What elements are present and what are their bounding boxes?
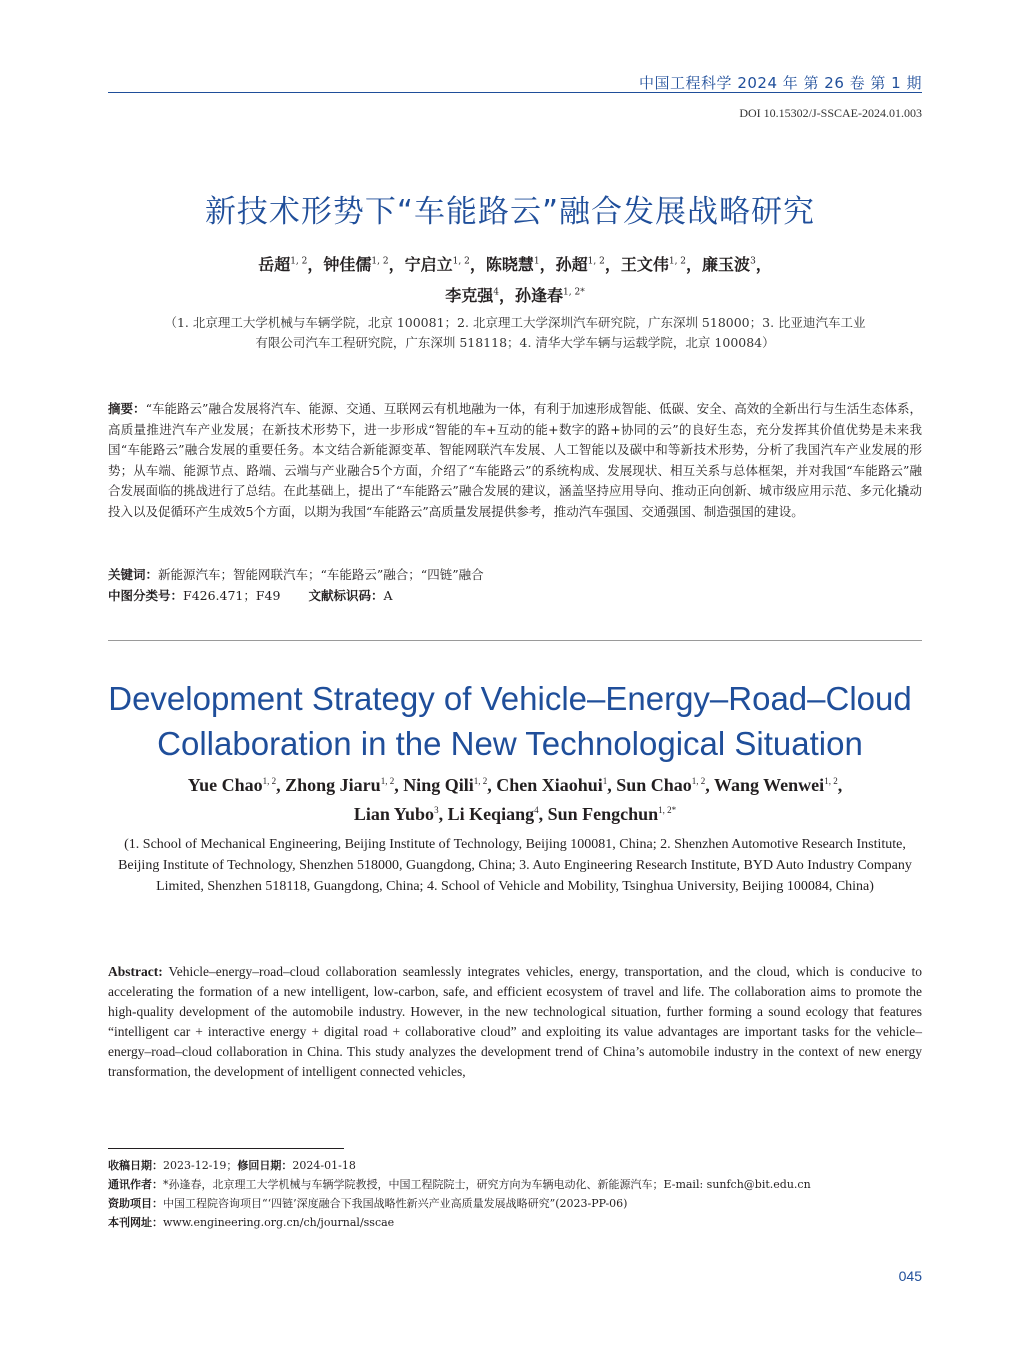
cn-author-affiliation-marker: 4 <box>493 287 500 298</box>
footnote-corresponding <box>108 1176 922 1194</box>
cn-author-name: 王文伟 <box>620 255 669 274</box>
cn-author-affiliation-marker: 1, 2 <box>371 256 389 267</box>
revised-date: 2024-01-18 <box>292 1159 356 1172</box>
page-number: 045 <box>898 1268 922 1284</box>
corr-label: 通讯作者： <box>108 1178 163 1191</box>
cn-affiliation-line2: 有限公司汽车工程研究院，广东深圳 518118；4. 清华大学车辆与运载学院，北京 100084） <box>255 335 775 350</box>
en-author-name: Zhong Jiaru <box>285 775 381 795</box>
en-author-affiliation-marker: 1, 2* <box>658 805 677 815</box>
cn-keywords <box>108 565 922 583</box>
en-author-affiliation-marker: 1, 2 <box>473 776 488 786</box>
doc-code-value: A <box>383 588 393 603</box>
en-author-name: Sun Fengchun <box>547 804 659 824</box>
cn-title: 新技术形势下“车能路云”融合发展战略研究 <box>204 194 816 230</box>
url-label: 本刊网址： <box>108 1216 163 1229</box>
cn-author-affiliation-marker: 1, 2* <box>563 287 585 298</box>
cn-author-affiliation-marker: 1, 2 <box>668 256 687 267</box>
fund-label: 资助项目： <box>108 1197 163 1210</box>
header-rule <box>108 92 922 93</box>
en-title-line1: Development Strategy of Vehicle–Energy–Road–Cloud <box>108 680 912 717</box>
en-author-name: Lian Yubo <box>353 804 435 824</box>
cn-abstract-text: “车能路云”融合发展将汽车、能源、交通、互联网云有机地融为一体，有利于加速形成智能、低碳、安全、高效的全新出行与生活生态体系，高质量推进汽车产业发展；在新技术形势下，进一步形成“智能的车+互动的能+数字的路+协同的云”的良好生态，充分发挥其价值优势是未来我国“车能路云”融合发展的重要任务。本文结合新能源变革、智能网联汽车发展、人工智能以及碳中和等新技术形势，分析了我国汽车产业发展的形势；从车端、能源节点、路端、云端与产业融合5个方面，介绍了“车能路云”的系统构成、发展现状、相互关系与总体框架，并对我国“车能路云”融合发展面临的挑战进行了总结。在此基础上，提出了“车能路云”融合发展的建议，涵盖坚持应用导向、推动正向创新、城市级应用示范、多元化撬动投入以及促循环产生成效5个方面，以期为我国“车能路云”高质量发展提供参考，推动汽车强国、交通强国、制造强国的建设。 <box>108 401 922 519</box>
cn-author-name: 廉玉波 <box>702 255 751 274</box>
cn-author-affiliation-marker: 1, 2 <box>290 256 308 267</box>
fund-text: 中国工程院咨询项目“‘四链’深度融合下我国战略性新兴产业高质量发展战略研究”(2023-PP-06) <box>163 1197 628 1210</box>
en-author-name: Ning Qili <box>403 775 474 795</box>
cn-author-name: 宁启立 <box>404 255 453 274</box>
footnote-dates <box>108 1157 922 1175</box>
en-author-name: Sun Chao <box>616 775 692 795</box>
journal-header: 中国工程科学 2024 年 第 26 卷 第 1 期 <box>639 74 922 92</box>
en-title-line2: Collaboration in the New Technological Situation <box>157 725 863 762</box>
url-link[interactable]: www.engineering.org.cn/ch/journal/sscae <box>163 1216 395 1229</box>
cn-keywords-text: 新能源汽车；智能网联汽车；“车能路云”融合；“四链”融合 <box>158 567 484 582</box>
en-affiliation: (1. School of Mechanical Engineering, Beijing Institute of Technology, Beijing 100081, China; 2. Shenzhen Automotive Research Institute, Beijing Institute of Technology, Shenzhen 518000, Guangdong, China; 3. Auto Engineering Research Institute, BYD Auto Industry Company Limited, Shenzhen 518118, Guangdong, China; 4. School of Vehicle and Mobility, Tsinghua University, Beijing 100084, China) <box>118 837 912 894</box>
cn-affiliation-line1: （1. 北京理工大学机械与车辆学院，北京 100081；2. 北京理工大学深圳汽车研究院，广东深圳 518000；3. 比亚迪汽车工业 <box>164 315 866 330</box>
corr-text: *孙逢春，北京理工大学机械与车辆学院教授，中国工程院院士，研究方向为车辆电动化、新能源汽车；E-mail: sunfch@bit.edu.cn <box>163 1178 811 1191</box>
cn-author-affiliation-marker: 1, 2 <box>587 256 605 267</box>
cn-abstract <box>108 399 922 522</box>
en-abstract-label: Abstract: <box>108 964 163 979</box>
received-label: 收稿日期： <box>108 1159 163 1172</box>
footnote-funding <box>108 1195 922 1213</box>
cn-author-affiliation-marker: 1, 2 <box>452 256 470 267</box>
cn-abstract-label: 摘要： <box>108 401 146 416</box>
cn-author-name: 陈晓慧 <box>485 255 534 274</box>
en-abstract <box>108 962 922 1082</box>
en-abstract-text: Vehicle–energy–road–cloud collaboration seamlessly integrates vehicles, energy, transportation, and the cloud, which is conducive to accelerating the formation of a new intelligent, low-carbon, safe, and efficient ecosystem of travel and life. The collaboration aims to promote the high-quality development of the automobile industry. However, in the new technological situation, further forming a sound ecology that features “intelligent car + interactive energy + digital road + collaborative cloud” and exploiting its value advantages are important tasks for the vehicle–energy–road–cloud collaboration in China. This study analyzes the development trend of China’s automobile industry in the context of new energy transformation, the development of intelligent connected vehicles, <box>108 964 922 1079</box>
en-author-name: Li Keqiang <box>447 804 535 824</box>
en-authors-line1: Yue Chao$^{1, 2}$, Zhong Jiaru$^{1, 2}$, Ning Qili$^{1, 2}$, Chen Xiaohui$^1$, Sun Chao$^{1, 2}$, Wang Wenwei$^{1, 2}$, <box>187 775 843 795</box>
en-author-affiliation-marker: 1 <box>602 776 608 786</box>
clc-value: F426.471；F49 <box>183 588 281 603</box>
cn-author-name: 李克强 <box>445 286 494 305</box>
en-author-name: Chen Xiaohui <box>496 775 603 795</box>
footnote-url <box>108 1214 922 1232</box>
revised-label: 修回日期： <box>237 1159 293 1172</box>
received-date: 2023-12-19； <box>163 1159 238 1172</box>
en-author-affiliation-marker: 1, 2 <box>262 776 277 786</box>
cn-author-name: 孙逢春 <box>515 286 564 305</box>
cn-classification <box>108 586 922 604</box>
en-author-name: Wang Wenwei <box>713 775 825 795</box>
en-title <box>0 676 1020 766</box>
cn-author-affiliation-marker: 1 <box>533 256 540 267</box>
en-author-affiliation-marker: 1, 2 <box>824 776 838 786</box>
cn-author-name: 钟佳儒 <box>323 255 372 274</box>
en-authors-line2: Lian Yubo$^3$, Li Keqiang$^4$, Sun Fengchun$^{1, 2*}$ <box>353 804 677 824</box>
cn-author-name: 岳超 <box>258 255 291 274</box>
section-divider <box>108 640 922 641</box>
doc-code-label: 文献标识码： <box>308 588 384 603</box>
en-author-name: Yue Chao <box>187 775 263 795</box>
en-author-affiliation-marker: 4 <box>534 805 539 815</box>
cn-author-affiliation-marker: 3 <box>750 256 756 267</box>
en-author-affiliation-marker: 3 <box>434 805 439 815</box>
cn-author-name: 孙超 <box>555 255 588 274</box>
doi: DOI 10.15302/J-SSCAE-2024.01.003 <box>739 106 922 120</box>
cn-keywords-label: 关键词： <box>108 567 159 582</box>
cn-authors-line2: 李克强$^4$，孙逢春$^{1, 2*}$ <box>445 286 585 305</box>
footnote-rule <box>108 1148 344 1149</box>
en-author-affiliation-marker: 1, 2 <box>691 776 706 786</box>
clc-label: 中图分类号： <box>108 588 184 603</box>
en-author-affiliation-marker: 1, 2 <box>380 776 395 786</box>
cn-authors-line1: 岳超$^{1, 2}$，钟佳儒$^{1, 2}$，宁启立$^{1, 2}$，陈晓慧$^1$，孙超$^{1, 2}$，王文伟$^{1, 2}$，廉玉波$^3$， <box>258 255 772 274</box>
